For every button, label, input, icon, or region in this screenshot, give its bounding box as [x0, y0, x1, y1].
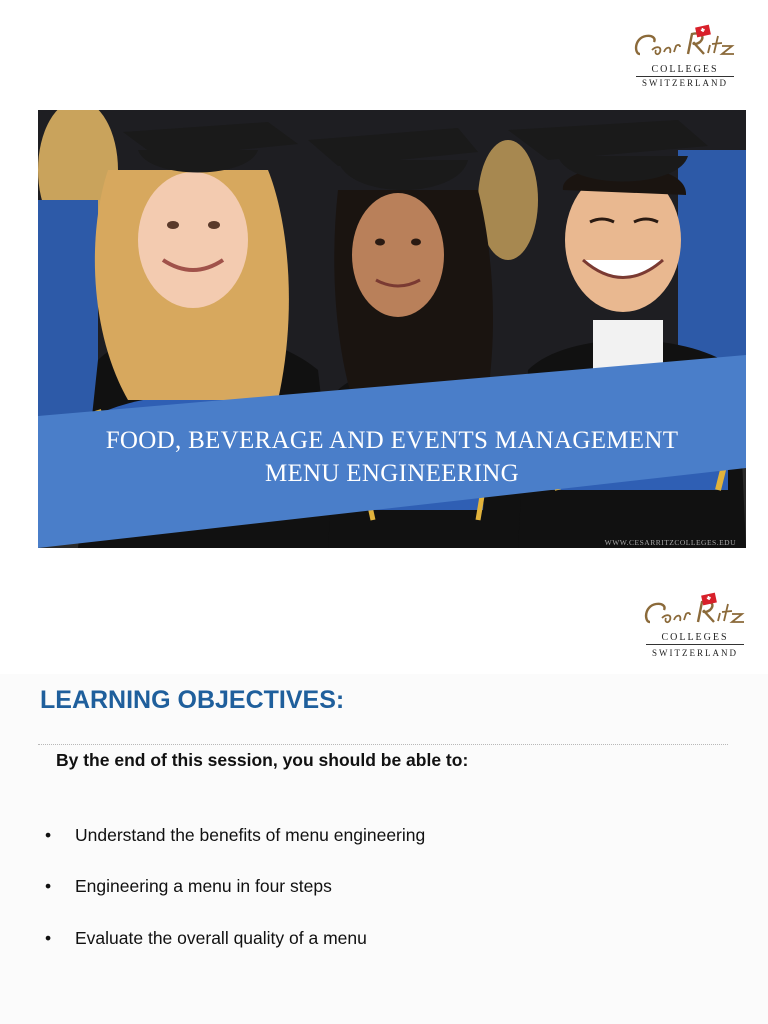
logo-wordmark-graphic: [630, 24, 740, 64]
cesar-ritz-logo: [640, 592, 750, 658]
slide-heading: LEARNING OBJECTIVES:: [40, 686, 345, 714]
objectives-slide: [0, 566, 768, 1024]
logo-rule: [646, 644, 744, 645]
logo-wordmark-graphic: [640, 592, 750, 632]
lead-sentence: By the end of this session, you should be able to:: [56, 750, 469, 770]
title-line-1: FOOD, BEVERAGE AND EVENTS MANAGEMENT: [105, 427, 679, 454]
bullet-icon: •: [45, 825, 52, 845]
logo-switzerland-text: SWITZERLAND: [652, 648, 738, 658]
bullet-icon: •: [45, 928, 52, 948]
list-item-text: Understand the benefits of menu engineering: [75, 825, 426, 845]
logo-colleges-text: COLLEGES: [651, 64, 719, 75]
list-item-text: Engineering a menu in four steps: [75, 876, 332, 896]
logo-colleges-text: COLLEGES: [661, 632, 729, 643]
title-line-2: MENU ENGINEERING: [264, 460, 520, 487]
logo-switzerland-text: SWITZERLAND: [642, 78, 728, 88]
bullet-icon: •: [45, 876, 52, 896]
list-item-text: Evaluate the overall quality of a menu: [75, 928, 367, 948]
cesar-ritz-logo: [630, 24, 740, 90]
heading-divider: [38, 744, 728, 745]
website-url[interactable]: WWW.CESARRITZCOLLEGES.EDU: [604, 538, 736, 547]
logo-rule: [636, 76, 734, 77]
objectives-background: [0, 674, 768, 1024]
